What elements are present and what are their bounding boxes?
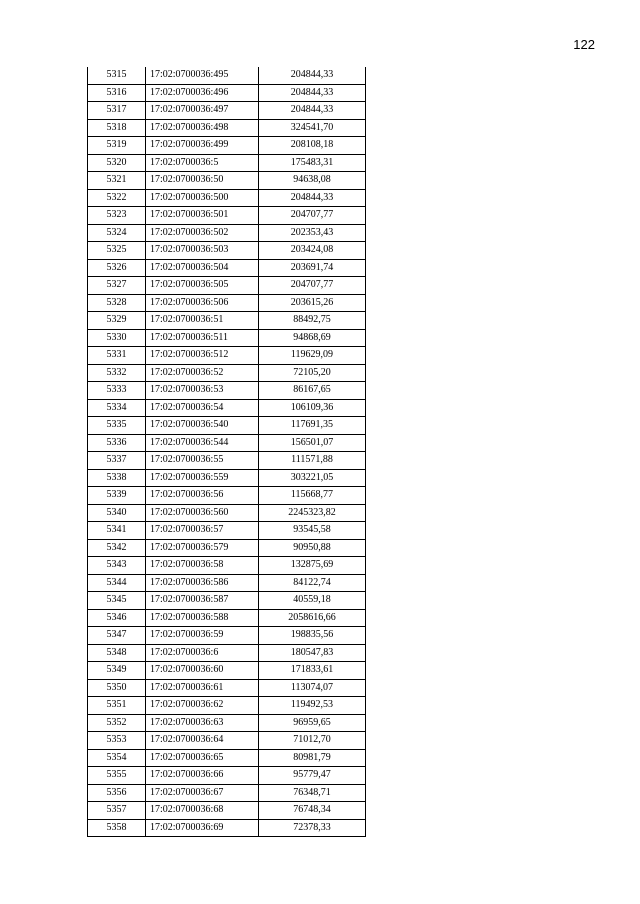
row-number-cell: 5331	[88, 347, 146, 365]
value-cell: 203691,74	[259, 259, 366, 277]
cadastral-number-cell: 17:02:0700036:58	[146, 557, 259, 575]
row-number-cell: 5346	[88, 609, 146, 627]
table-row	[88, 767, 366, 785]
cadastral-number-cell: 17:02:0700036:65	[146, 749, 259, 767]
table-row	[88, 452, 366, 470]
cadastral-number-cell: 17:02:0700036:559	[146, 469, 259, 487]
table-row	[88, 399, 366, 417]
table-row	[88, 557, 366, 575]
cadastral-number-cell: 17:02:0700036:505	[146, 277, 259, 295]
row-number-cell: 5318	[88, 119, 146, 137]
row-number-cell: 5332	[88, 364, 146, 382]
cadastral-number-cell: 17:02:0700036:5	[146, 154, 259, 172]
row-number-cell: 5336	[88, 434, 146, 452]
cadastral-number-cell: 17:02:0700036:496	[146, 84, 259, 102]
value-cell: 204844,33	[259, 102, 366, 120]
value-cell: 324541,70	[259, 119, 366, 137]
table-row	[88, 137, 366, 155]
value-cell: 76748,34	[259, 802, 366, 820]
row-number-cell: 5357	[88, 802, 146, 820]
cadastral-number-cell: 17:02:0700036:6	[146, 644, 259, 662]
table-row	[88, 469, 366, 487]
value-cell: 72105,20	[259, 364, 366, 382]
value-cell: 204844,33	[259, 189, 366, 207]
row-number-cell: 5342	[88, 539, 146, 557]
value-cell: 203424,08	[259, 242, 366, 260]
table-row	[88, 382, 366, 400]
table-row	[88, 312, 366, 330]
cadastral-number-cell: 17:02:0700036:57	[146, 522, 259, 540]
value-cell: 119629,09	[259, 347, 366, 365]
row-number-cell: 5341	[88, 522, 146, 540]
value-cell: 95779,47	[259, 767, 366, 785]
row-number-cell: 5323	[88, 207, 146, 225]
table-row	[88, 697, 366, 715]
value-cell: 96959,65	[259, 714, 366, 732]
row-number-cell: 5358	[88, 819, 146, 837]
table-row	[88, 84, 366, 102]
cadastral-number-cell: 17:02:0700036:67	[146, 784, 259, 802]
cadastral-number-cell: 17:02:0700036:64	[146, 732, 259, 750]
cadastral-number-cell: 17:02:0700036:69	[146, 819, 259, 837]
row-number-cell: 5327	[88, 277, 146, 295]
row-number-cell: 5321	[88, 172, 146, 190]
value-cell: 204844,33	[259, 67, 366, 84]
cadastral-number-cell: 17:02:0700036:50	[146, 172, 259, 190]
value-cell: 171833,61	[259, 662, 366, 680]
row-number-cell: 5354	[88, 749, 146, 767]
row-number-cell: 5335	[88, 417, 146, 435]
cadastral-number-cell: 17:02:0700036:52	[146, 364, 259, 382]
value-cell: 156501,07	[259, 434, 366, 452]
table-row	[88, 592, 366, 610]
row-number-cell: 5320	[88, 154, 146, 172]
table-row	[88, 172, 366, 190]
row-number-cell: 5349	[88, 662, 146, 680]
cadastral-number-cell: 17:02:0700036:544	[146, 434, 259, 452]
table-row	[88, 819, 366, 837]
table-row	[88, 102, 366, 120]
cadastral-number-cell: 17:02:0700036:506	[146, 294, 259, 312]
value-cell: 204844,33	[259, 84, 366, 102]
row-number-cell: 5344	[88, 574, 146, 592]
cadastral-number-cell: 17:02:0700036:56	[146, 487, 259, 505]
value-cell: 94638,08	[259, 172, 366, 190]
row-number-cell: 5353	[88, 732, 146, 750]
row-number-cell: 5337	[88, 452, 146, 470]
cadastral-number-cell: 17:02:0700036:60	[146, 662, 259, 680]
value-cell: 119492,53	[259, 697, 366, 715]
row-number-cell: 5328	[88, 294, 146, 312]
cadastral-number-cell: 17:02:0700036:53	[146, 382, 259, 400]
row-number-cell: 5329	[88, 312, 146, 330]
cadastral-number-cell: 17:02:0700036:55	[146, 452, 259, 470]
cadastral-number-cell: 17:02:0700036:512	[146, 347, 259, 365]
cadastral-number-cell: 17:02:0700036:540	[146, 417, 259, 435]
row-number-cell: 5355	[88, 767, 146, 785]
value-cell: 80981,79	[259, 749, 366, 767]
cadastral-number-cell: 17:02:0700036:511	[146, 329, 259, 347]
table-row	[88, 364, 366, 382]
table-row	[88, 662, 366, 680]
value-cell: 94868,69	[259, 329, 366, 347]
value-cell: 115668,77	[259, 487, 366, 505]
value-cell: 208108,18	[259, 137, 366, 155]
cadastral-number-cell: 17:02:0700036:61	[146, 679, 259, 697]
value-cell: 93545,58	[259, 522, 366, 540]
row-number-cell: 5348	[88, 644, 146, 662]
table-row	[88, 242, 366, 260]
cadastral-number-cell: 17:02:0700036:495	[146, 67, 259, 84]
row-number-cell: 5316	[88, 84, 146, 102]
table-row	[88, 732, 366, 750]
cadastral-number-cell: 17:02:0700036:59	[146, 627, 259, 645]
row-number-cell: 5317	[88, 102, 146, 120]
value-cell: 204707,77	[259, 207, 366, 225]
row-number-cell: 5325	[88, 242, 146, 260]
row-number-cell: 5352	[88, 714, 146, 732]
row-number-cell: 5350	[88, 679, 146, 697]
value-cell: 202353,43	[259, 224, 366, 242]
cadastral-number-cell: 17:02:0700036:586	[146, 574, 259, 592]
row-number-cell: 5326	[88, 259, 146, 277]
row-number-cell: 5339	[88, 487, 146, 505]
cadastral-number-cell: 17:02:0700036:66	[146, 767, 259, 785]
value-cell: 175483,31	[259, 154, 366, 172]
table-row	[88, 802, 366, 820]
value-cell: 40559,18	[259, 592, 366, 610]
table-row	[88, 522, 366, 540]
cadastral-number-cell: 17:02:0700036:504	[146, 259, 259, 277]
value-cell: 204707,77	[259, 277, 366, 295]
cadastral-number-cell: 17:02:0700036:501	[146, 207, 259, 225]
value-cell: 132875,69	[259, 557, 366, 575]
row-number-cell: 5347	[88, 627, 146, 645]
row-number-cell: 5330	[88, 329, 146, 347]
table-row	[88, 487, 366, 505]
cadastral-number-cell: 17:02:0700036:588	[146, 609, 259, 627]
table-row	[88, 417, 366, 435]
table-row	[88, 189, 366, 207]
value-cell: 86167,65	[259, 382, 366, 400]
cadastral-number-cell: 17:02:0700036:68	[146, 802, 259, 820]
value-cell: 88492,75	[259, 312, 366, 330]
table-row	[88, 504, 366, 522]
cadastral-number-cell: 17:02:0700036:579	[146, 539, 259, 557]
row-number-cell: 5345	[88, 592, 146, 610]
table-row	[88, 679, 366, 697]
row-number-cell: 5334	[88, 399, 146, 417]
table-row	[88, 119, 366, 137]
cadastral-number-cell: 17:02:0700036:587	[146, 592, 259, 610]
row-number-cell: 5343	[88, 557, 146, 575]
table-row	[88, 329, 366, 347]
value-cell: 2058616,66	[259, 609, 366, 627]
row-number-cell: 5322	[88, 189, 146, 207]
table-row	[88, 644, 366, 662]
value-cell: 90950,88	[259, 539, 366, 557]
table-row	[88, 434, 366, 452]
table-row	[88, 294, 366, 312]
value-cell: 198835,56	[259, 627, 366, 645]
table-row	[88, 154, 366, 172]
row-number-cell: 5315	[88, 67, 146, 84]
cadastral-number-cell: 17:02:0700036:497	[146, 102, 259, 120]
row-number-cell: 5351	[88, 697, 146, 715]
value-cell: 71012,70	[259, 732, 366, 750]
cadastral-number-cell: 17:02:0700036:51	[146, 312, 259, 330]
table-row	[88, 347, 366, 365]
table-body	[88, 67, 366, 837]
cadastral-value-table	[87, 67, 366, 837]
table-row	[88, 714, 366, 732]
table-row	[88, 609, 366, 627]
value-cell: 111571,88	[259, 452, 366, 470]
cadastral-number-cell: 17:02:0700036:54	[146, 399, 259, 417]
table-row	[88, 277, 366, 295]
cadastral-number-cell: 17:02:0700036:500	[146, 189, 259, 207]
row-number-cell: 5324	[88, 224, 146, 242]
cadastral-number-cell: 17:02:0700036:62	[146, 697, 259, 715]
table-row	[88, 749, 366, 767]
value-cell: 180547,83	[259, 644, 366, 662]
row-number-cell: 5356	[88, 784, 146, 802]
table-row	[88, 539, 366, 557]
value-cell: 113074,07	[259, 679, 366, 697]
cadastral-number-cell: 17:02:0700036:560	[146, 504, 259, 522]
cadastral-number-cell: 17:02:0700036:498	[146, 119, 259, 137]
value-cell: 203615,26	[259, 294, 366, 312]
value-cell: 106109,36	[259, 399, 366, 417]
table-row	[88, 627, 366, 645]
cadastral-number-cell: 17:02:0700036:502	[146, 224, 259, 242]
page-number: 122	[573, 37, 595, 52]
cadastral-number-cell: 17:02:0700036:503	[146, 242, 259, 260]
value-cell: 2245323,82	[259, 504, 366, 522]
value-cell: 117691,35	[259, 417, 366, 435]
table-row	[88, 784, 366, 802]
row-number-cell: 5340	[88, 504, 146, 522]
value-cell: 303221,05	[259, 469, 366, 487]
cadastral-number-cell: 17:02:0700036:499	[146, 137, 259, 155]
table-row	[88, 67, 366, 84]
table-row	[88, 574, 366, 592]
value-cell: 84122,74	[259, 574, 366, 592]
row-number-cell: 5338	[88, 469, 146, 487]
table-row	[88, 259, 366, 277]
row-number-cell: 5333	[88, 382, 146, 400]
cadastral-number-cell: 17:02:0700036:63	[146, 714, 259, 732]
value-cell: 76348,71	[259, 784, 366, 802]
table-row	[88, 224, 366, 242]
row-number-cell: 5319	[88, 137, 146, 155]
value-cell: 72378,33	[259, 819, 366, 837]
table-row	[88, 207, 366, 225]
